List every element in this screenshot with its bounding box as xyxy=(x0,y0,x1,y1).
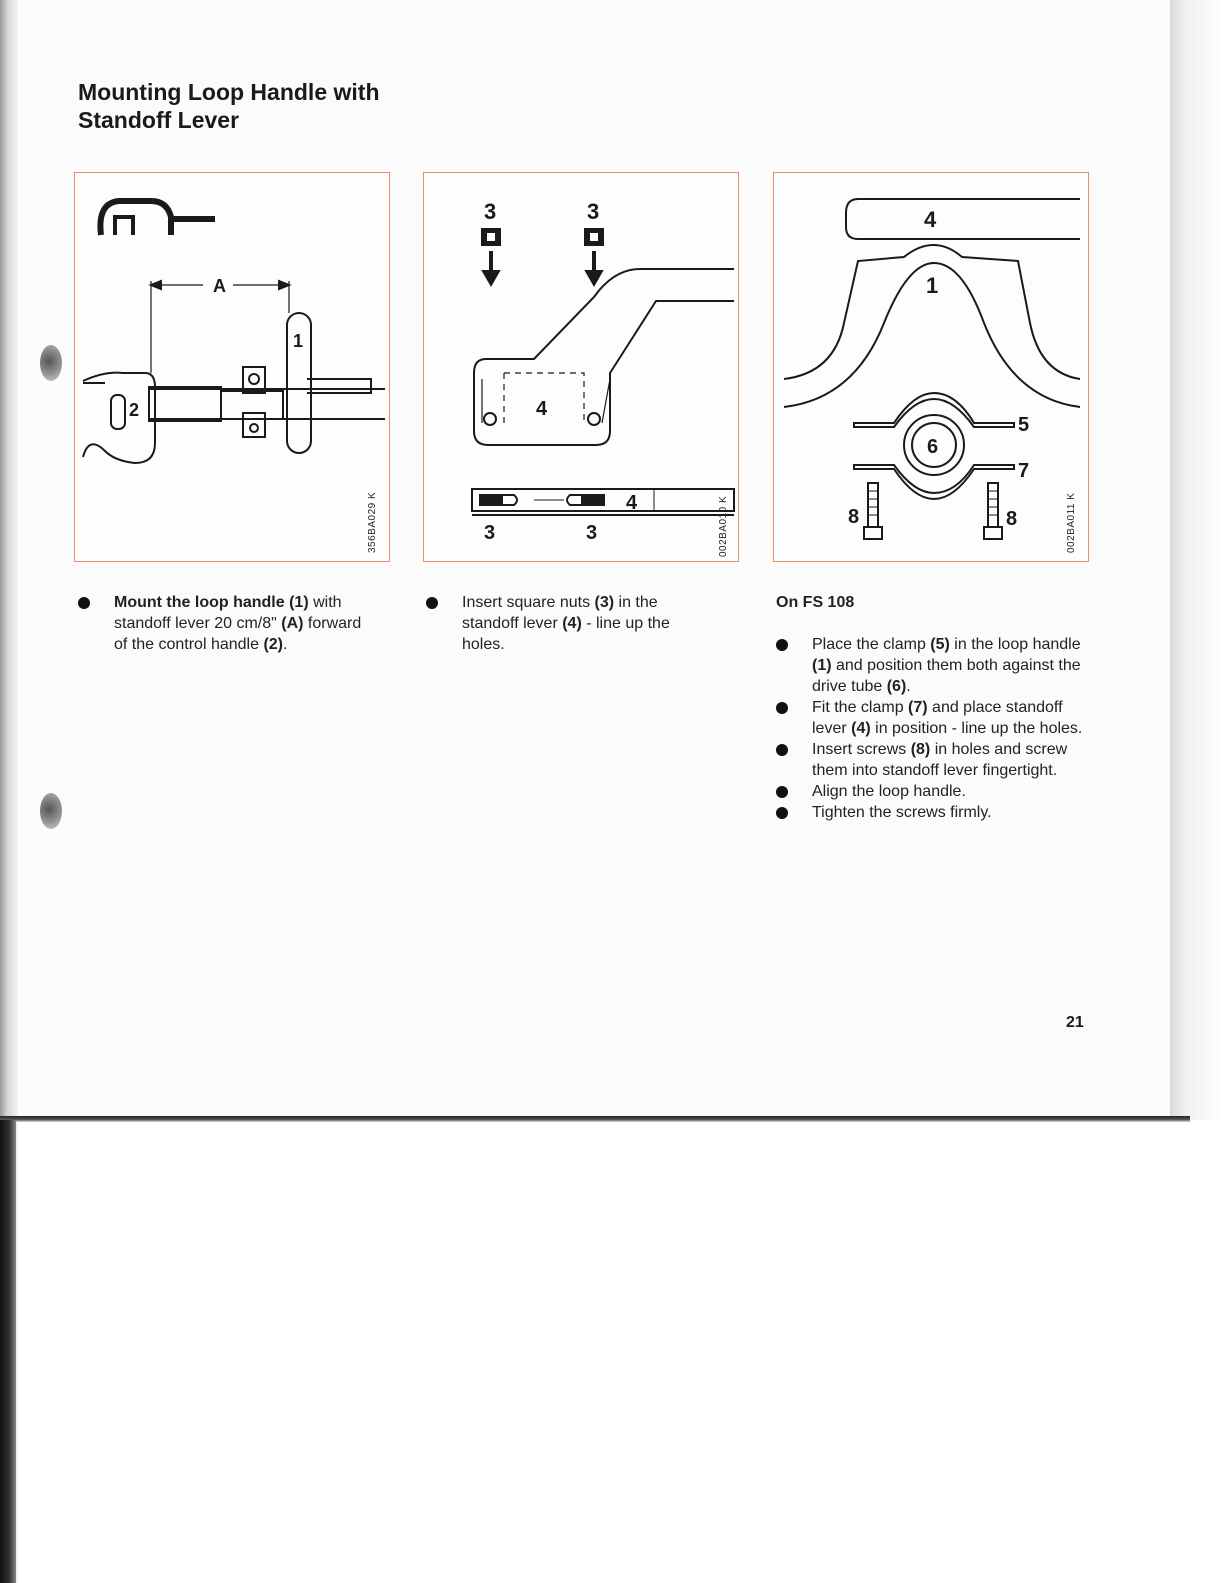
step-text: with standoff lever 20 cm/8" xyxy=(114,594,342,632)
instructions-column-2 xyxy=(426,592,686,655)
section-heading: On FS 108 xyxy=(776,594,855,611)
dim-a-label: A xyxy=(213,276,226,296)
label-1: 1 xyxy=(293,331,304,351)
step-bold: Mount the loop handle (1) xyxy=(114,594,309,611)
ref-4: (4) xyxy=(562,615,582,632)
figure-fs108-clamp xyxy=(773,172,1089,562)
figure-loop-handle-position xyxy=(74,172,390,562)
step-text: . xyxy=(906,678,911,695)
title-line-2: Standoff Lever xyxy=(78,107,240,133)
bullet-icon xyxy=(426,597,438,609)
instructions-column-1 xyxy=(78,592,378,655)
label-3-left: 3 xyxy=(484,199,497,224)
step-text: Insert screws xyxy=(812,741,911,758)
step-text: forward of the control handle xyxy=(114,615,362,653)
brushcutter-icon xyxy=(100,201,171,235)
list-item xyxy=(776,802,1086,823)
step-text: and place standoff lever xyxy=(812,699,1063,737)
punch-hole xyxy=(40,793,62,829)
figure-1-drawing xyxy=(75,173,391,563)
list-item xyxy=(776,781,1086,802)
step-text: in position - line up the holes. xyxy=(870,720,1083,737)
label-4-side: 4 xyxy=(626,492,638,514)
list-item xyxy=(776,739,1086,781)
ref-7: (7) xyxy=(908,699,928,716)
bullet-icon xyxy=(776,702,788,714)
step-text: in the loop handle xyxy=(949,636,1081,653)
list-item xyxy=(78,592,378,655)
ref-2: (2) xyxy=(263,636,283,653)
bullet-icon xyxy=(776,786,788,798)
page-title xyxy=(78,78,380,134)
bullet-icon xyxy=(776,744,788,756)
page-number: 21 xyxy=(1066,1014,1084,1031)
label-6: 6 xyxy=(927,436,939,458)
list-item xyxy=(776,634,1086,697)
step-text: in the standoff lever xyxy=(462,594,658,632)
step-text: Tighten the screws firmly. xyxy=(812,804,992,821)
ref-a: (A) xyxy=(281,615,304,632)
page-bottom-edge xyxy=(0,1116,1190,1122)
label-8-left: 8 xyxy=(848,506,860,528)
title-line-1: Mounting Loop Handle with xyxy=(78,79,380,105)
step-text: in holes and screw them into standoff lever fingertight. xyxy=(812,741,1068,779)
label-2: 2 xyxy=(129,400,140,420)
step-text: Insert square nuts xyxy=(462,594,595,611)
label-3-side-right: 3 xyxy=(586,522,598,544)
bullet-icon xyxy=(78,597,90,609)
figure-3-drawing xyxy=(774,173,1090,563)
step-text: Place the clamp xyxy=(812,636,931,653)
label-1: 1 xyxy=(926,273,939,298)
label-7: 7 xyxy=(1018,460,1030,482)
step-text: and position them both against the drive tube xyxy=(812,657,1081,695)
ref-5: (5) xyxy=(930,636,950,653)
ref-3: (3) xyxy=(594,594,615,611)
step-text: Fit the clamp xyxy=(812,699,909,716)
instructions-column-3 xyxy=(776,592,1086,823)
ref-8: (8) xyxy=(910,741,931,758)
ref-1: (1) xyxy=(812,657,832,674)
bullet-icon xyxy=(776,807,788,819)
label-3-side-left: 3 xyxy=(484,522,496,544)
bullet-icon xyxy=(776,639,788,651)
step-text: . xyxy=(283,636,288,653)
ref-6: (6) xyxy=(886,678,907,695)
label-4: 4 xyxy=(924,207,937,232)
step-text: Align the loop handle. xyxy=(812,783,966,800)
list-item xyxy=(426,592,686,655)
label-4: 4 xyxy=(536,398,548,420)
figure-code: 002BA010 K xyxy=(718,495,729,557)
page-right-edge xyxy=(1170,0,1224,1120)
figure-code: 356BA029 K xyxy=(367,491,378,553)
punch-hole xyxy=(40,345,62,381)
scan-left-bottom-edge xyxy=(0,1120,16,1583)
figure-square-nuts xyxy=(423,172,739,562)
label-8-right: 8 xyxy=(1006,508,1018,530)
label-3-right: 3 xyxy=(587,199,600,224)
step-text: - line up the holes. xyxy=(462,615,670,653)
label-5: 5 xyxy=(1018,414,1030,436)
ref-4: (4) xyxy=(851,720,871,737)
figure-code: 002BA011 K xyxy=(1066,492,1077,553)
list-item xyxy=(776,697,1086,739)
figure-2-drawing xyxy=(424,173,740,563)
